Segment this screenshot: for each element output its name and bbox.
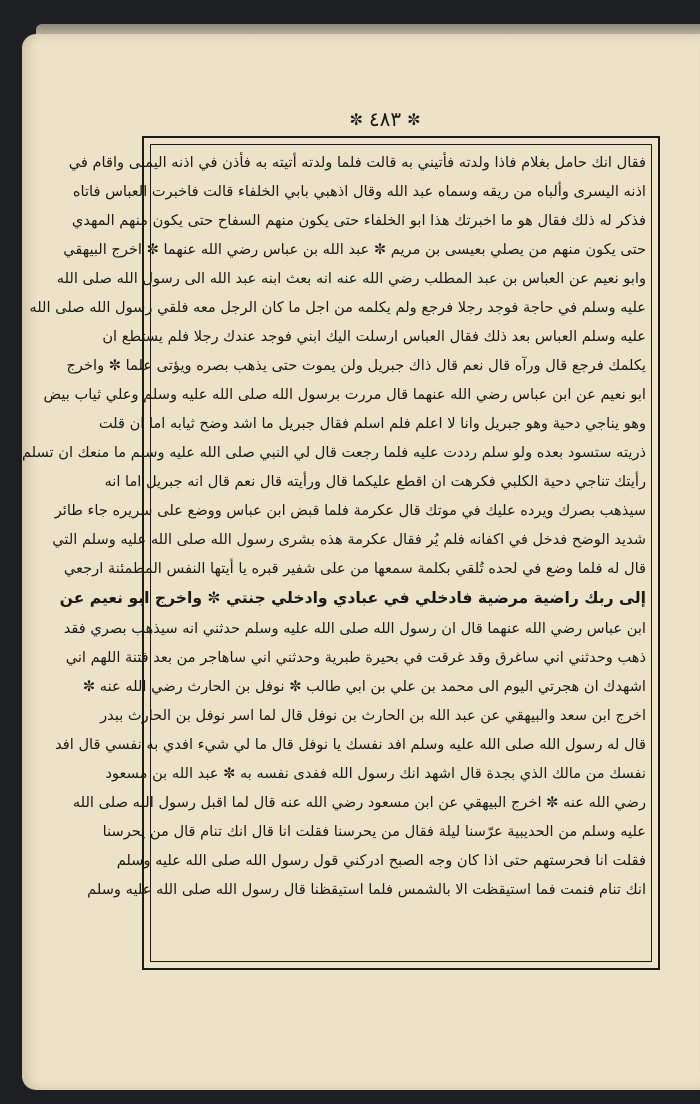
text-line: ابو نعيم عن ابن عباس رضي الله عنهما قال مررت برسول الله صلى الله عليه وسلم وعلي ثياب بيض: [43, 386, 646, 403]
text-line: قال له رسول الله صلى الله عليه وسلم افد نفسك يا نوفل قال ما لي شيء افدي به نفسي قال افد: [55, 736, 646, 753]
text-line: ابن عباس رضي الله عنهما قال ان رسول الله صلى الله عليه وسلم حدثني انه سيذهب بصري فقد: [63, 620, 646, 637]
body-text: [21, 148, 646, 960]
text-line: عليه وسلم في حاجة فوجد رجلا فرجع ولم يكلمه من اجل ما كان الرجل معه فلقي رسول الله صلى الله: [29, 299, 646, 316]
page-number-header: [330, 104, 440, 134]
text-line: انك تنام فنمت فما استيقظت الا بالشمس فلما استيقظنا قال رسول الله صلى الله عليه وسلم: [87, 881, 646, 898]
quran-verse-line: إلى ربك راضية مرضية فادخلي في عبادي وادخلي جنتي ✼ واخرج ابو نعيم عن: [59, 589, 646, 607]
text-line: فقال انك حامل بغلام فاذا ولدته فأتيني به قالت فلما ولدته أتيته به فأذن في اذنه اليمنى واقام في: [68, 154, 646, 171]
text-line: رضي الله عنه ✼ اخرج البيهقي عن ابن مسعود رضي الله عنه قال لما اقبل رسول الله صلى الله: [72, 794, 646, 811]
text-line: سيذهب بصرك ويرده عليك في موتك قال عكرمة فلما قبض ابن عباس ووضع على سريره جاء طائر: [54, 502, 646, 519]
text-line: اخرج ابن سعد والبيهقي عن عبد الله بن الحارث بن نوفل قال لما اسر نوفل بن الحارث ببدر: [100, 707, 646, 724]
text-line: فذكر له ذلك فقال هو ما اخبرتك هذا ابو الخلفاء حتى يكون منهم السفاح حتى يكون منهم المهدي: [71, 212, 646, 229]
text-line: وهو يناجي دحية وهو جبريل وانا لا اعلم فلم اسلم فقال جبريل ما اشد وضح ثيابه اما ان قلت: [98, 415, 646, 432]
text-line: وابو نعيم عن العباس بن عبد المطلب رضي الله عنه انه بعث ابنه عبد الله الى رسول الله صلى الله: [56, 270, 646, 287]
text-line: [156, 904, 646, 933]
ornament-right-icon: ✼: [407, 109, 421, 129]
text-line: يكلمك فرجع قال ورآه قال نعم قال ذاك جبريل ولن يموت حتى يذهب بصره ويؤتى علما ✼ واخرج: [66, 357, 646, 374]
text-line: فقلت انا فحرستهم حتى اذا كان وجه الصبح ادركني قول رسول الله صلى الله عليه وسلم: [116, 852, 646, 869]
text-line: قال له فلما وضع في لحده تُلقي بكلمة سمعها من على شفير قبره يا أيتها النفس المطمئنة ارجعي: [63, 560, 646, 577]
text-line: حتى يكون منهم من يصلي بعيسى بن مريم ✼ عبد الله بن عباس رضي الله عنهما ✼ اخرج البيهقي: [63, 241, 646, 258]
text-line: اشهدك ان هجرتي اليوم الى محمد بن علي بن ابي طالب ✼ نوفل بن الحارث رضي الله عنه ✼: [82, 678, 646, 695]
text-line: اذنه اليسرى وألباه من ريقه وسماه عبد الله وقال اذهبي بابي الخلفاء قالت فاخبرت العباس فاتاه: [72, 183, 646, 200]
page-number: ٤٨٣: [368, 107, 402, 131]
text-line: نفسك من مالك الذي بجدة قال اشهد انك رسول الله ففدى نفسه به ✼ عبد الله بن مسعود: [105, 765, 646, 782]
text-line: شديد الوضح فدخل في اكفانه فلم يُر فقال عكرمة هذه بشرى رسول الله صلى الله عليه وسلم التي: [52, 531, 646, 548]
text-line: عليه وسلم العباس بعد ذلك فقال العباس ارسلت اليك ابني فوجد عندك رجلا فلم يستطع ان: [102, 328, 646, 345]
text-line: رأيتك تناجي دحية الكلبي فكرهت ان اقطع عليكما قال ورأيته قال نعم قال انه جبريل اما انه: [104, 473, 646, 490]
text-line: ذريته ستسود بعده ولو سلم رددت عليه فلما رجعت قال لي النبي صلى الله عليه وسلم ما منعك ان تسلم: [21, 444, 646, 461]
ornament-left-icon: ✼: [349, 109, 363, 129]
text-line: ذهب وحدثني اني ساغرق وقد غرقت في بحيرة طبرية وحدثني اني ساهاجر من بعد فتنة اللهم اني: [65, 649, 646, 666]
text-line: عليه وسلم من الحديبية عرّسنا ليلة فقال من يحرسنا فقلت انا قال انك تنام قال من يحرسنا: [102, 823, 646, 840]
